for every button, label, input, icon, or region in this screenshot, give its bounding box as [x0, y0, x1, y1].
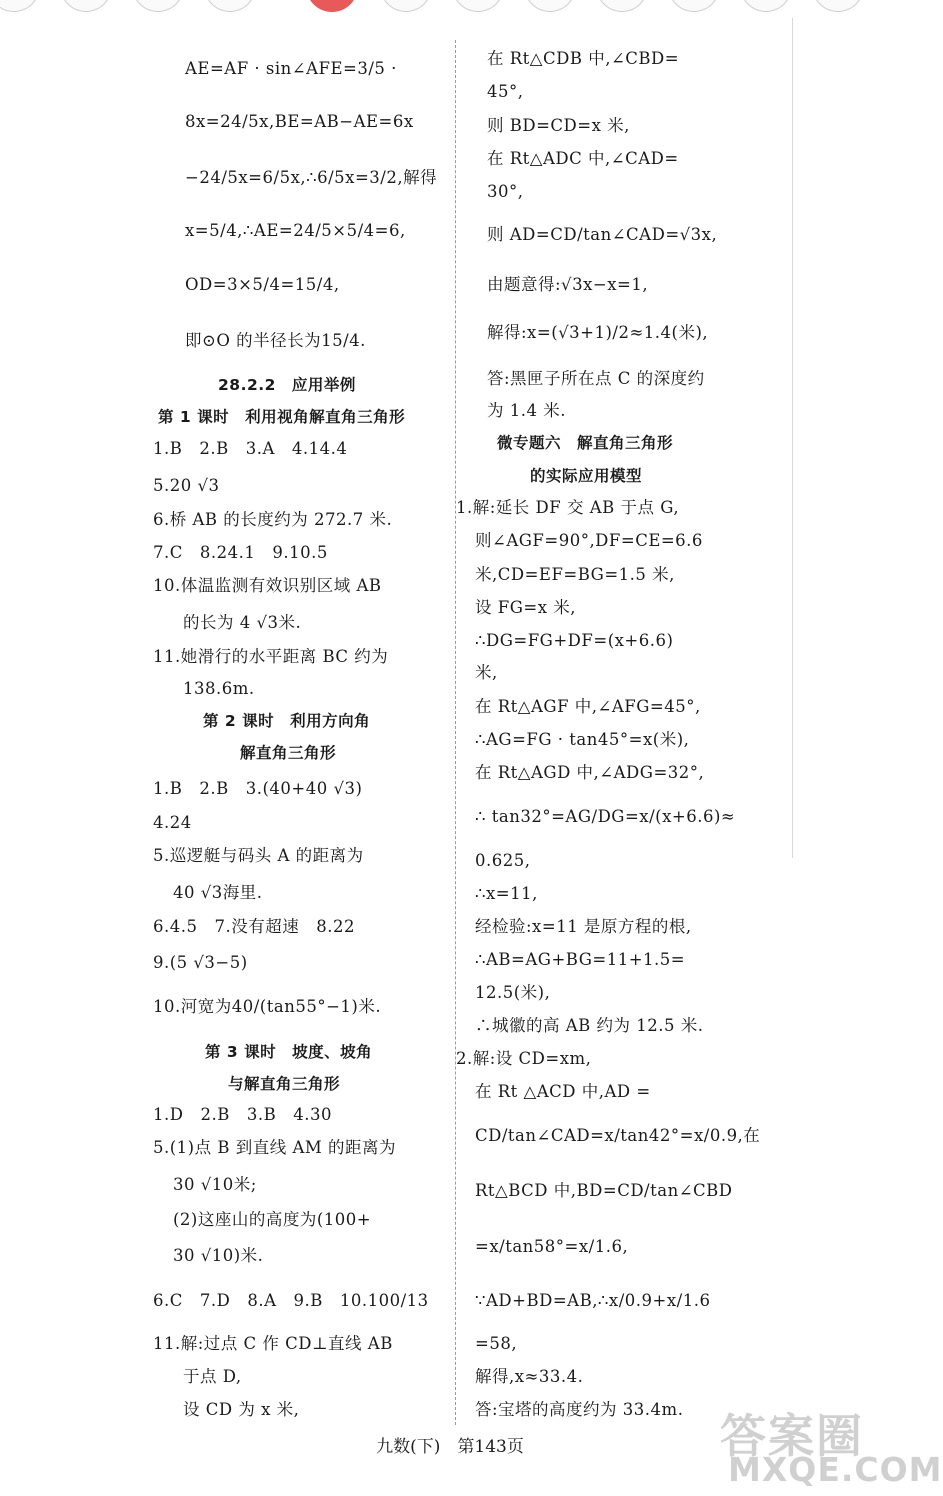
text-line: 在 Rt△ADC 中,∠CAD=	[487, 149, 679, 168]
text-line: 解得,x≈33.4.	[475, 1367, 584, 1386]
tab-dot[interactable]	[596, 0, 648, 12]
tab-dot-active[interactable]	[306, 0, 358, 12]
text-line: OD=3×5/4=15/4,	[185, 275, 340, 294]
text-line: ∴DG=FG+DF=(x+6.6)	[475, 631, 674, 650]
answer-line: 5.巡逻艇与码头 A 的距离为	[153, 846, 364, 865]
answer-line: (2)这座山的高度为(100+	[173, 1210, 372, 1229]
text-line: 米,CD=EF=BG=1.5 米,	[475, 565, 675, 584]
answer-line: 1.B 2.B 3.A 4.14.4	[153, 439, 348, 458]
lesson-heading: 解直角三角形	[240, 744, 337, 762]
answer-line: 1.B 2.B 3.(40+40 √3)	[153, 779, 363, 798]
answer-line: 11.她滑行的水平距离 BC 约为	[153, 647, 389, 666]
watermark-logo	[720, 1400, 943, 1492]
text-line: 则 BD=CD=x 米,	[487, 116, 630, 135]
text-line: =x/tan58°=x/1.6,	[475, 1237, 629, 1256]
text-line: CD/tan∠CAD=x/tan42°=x/0.9,在	[475, 1126, 761, 1145]
watermark-text: 答案圈	[720, 1409, 864, 1463]
text-line: ∵AD+BD=AB,∴x/0.9+x/1.6	[475, 1291, 711, 1310]
text-line: Rt△BCD 中,BD=CD/tan∠CBD	[475, 1181, 733, 1200]
text-line: 答:黑匣子所在点 C 的深度约	[487, 369, 705, 388]
lesson-heading: 第 3 课时 坡度、坡角	[205, 1043, 373, 1061]
watermark-url: MXQE.COM	[728, 1450, 943, 1489]
text-line: ∴ tan32°=AG/DG=x/(x+6.6)≈	[475, 807, 736, 826]
column-divider	[455, 40, 456, 1425]
answer-line: 于点 D,	[183, 1367, 242, 1386]
text-line: 2.解:设 CD=xm,	[456, 1049, 592, 1068]
answer-line: 10.体温监测有效识别区域 AB	[153, 576, 382, 595]
answer-line: 7.C 8.24.1 9.10.5	[153, 543, 328, 562]
text-line: 由题意得:√3x−x=1,	[487, 275, 649, 294]
text-line: 在 Rt△AGD 中,∠ADG=32°,	[475, 763, 705, 782]
text-line: 在 Rt△AGF 中,∠AFG=45°,	[475, 697, 701, 716]
text-line: 12.5(米),	[475, 983, 551, 1002]
text-line: 30°,	[487, 182, 524, 201]
answer-line: 1.D 2.B 3.B 4.30	[153, 1105, 332, 1124]
answer-line: 9.(5 √3−5)	[153, 953, 248, 972]
text-line: 解得:x=(√3+1)/2≈1.4(米),	[487, 323, 709, 342]
answer-line: 30 √10)米.	[173, 1246, 264, 1265]
lesson-heading: 与解直角三角形	[228, 1075, 341, 1093]
answer-line: 6.4.5 7.没有超速 8.22	[153, 917, 355, 936]
text-line: 在 Rt△CDB 中,∠CBD=	[487, 49, 680, 68]
text-line: ∴x=11,	[475, 884, 538, 903]
text-line: AE=AF · sin∠AFE=3/5 ·	[185, 59, 397, 78]
text-line: −24/5x=6/5x,∴6/5x=3/2,解得	[185, 168, 438, 187]
tab-dot[interactable]	[740, 0, 792, 12]
text-line: ∴AG=FG · tan45°=x(米),	[475, 730, 690, 749]
text-line: 经检验:x=11 是原方程的根,	[475, 917, 692, 936]
section-heading: 28.2.2 应用举例	[218, 376, 356, 394]
tab-dot[interactable]	[60, 0, 112, 12]
answer-line: 5.20 √3	[153, 476, 220, 495]
text-line: ∴城徽的高 AB 约为 12.5 米.	[475, 1016, 704, 1035]
tab-dot[interactable]	[452, 0, 504, 12]
text-line: 则 AD=CD/tan∠CAD=√3x,	[487, 225, 718, 244]
answer-line: 6.C 7.D 8.A 9.B 10.100/13	[153, 1291, 429, 1310]
text-line: x=5/4,∴AE=24/5×5/4=6,	[185, 221, 406, 240]
text-line: 为 1.4 米.	[487, 401, 566, 420]
text-line: 0.625,	[475, 851, 531, 870]
section-heading: 的实际应用模型	[530, 467, 643, 485]
text-line: 则∠AGF=90°,DF=CE=6.6	[475, 531, 703, 550]
text-line: 即⊙O 的半径长为15/4.	[185, 331, 366, 350]
page-footer: 九数(下) 第143页	[376, 1437, 524, 1457]
tab-dot[interactable]	[812, 0, 864, 12]
top-tab-strip	[0, 0, 900, 14]
answer-line: 11.解:过点 C 作 CD⊥直线 AB	[153, 1334, 393, 1353]
answer-line: 30 √10米;	[173, 1175, 257, 1194]
text-line: 8x=24/5x,BE=AB−AE=6x	[185, 112, 414, 131]
tab-dot[interactable]	[132, 0, 184, 12]
answer-line: 5.(1)点 B 到直线 AM 的距离为	[153, 1138, 397, 1157]
answer-line: 10.河宽为40/(tan55°−1)米.	[153, 997, 382, 1016]
answer-line: 设 CD 为 x 米,	[183, 1400, 300, 1419]
answer-line: 的长为 4 √3米.	[183, 613, 302, 632]
tab-dot[interactable]	[380, 0, 432, 12]
answer-line: 138.6m.	[183, 679, 255, 698]
text-line: 45°,	[487, 82, 524, 101]
text-line: ∴AB=AG+BG=11+1.5=	[475, 950, 686, 969]
text-line: 在 Rt △ACD 中,AD =	[475, 1082, 651, 1101]
tab-dot[interactable]	[204, 0, 256, 12]
answer-line: 4.24	[153, 813, 192, 832]
answer-line: 6.桥 AB 的长度约为 272.7 米.	[153, 510, 393, 529]
text-line: 1.解:延长 DF 交 AB 于点 G,	[456, 498, 680, 517]
page-edge-line	[792, 18, 793, 858]
text-line: 设 FG=x 米,	[475, 598, 576, 617]
text-line: =58,	[475, 1334, 518, 1353]
text-line: 米,	[475, 663, 498, 682]
lesson-heading: 第 1 课时 利用视角解直角三角形	[158, 408, 406, 426]
lesson-heading: 第 2 课时 利用方向角	[203, 712, 371, 730]
answer-line: 40 √3海里.	[173, 883, 263, 902]
tab-dot[interactable]	[0, 0, 40, 12]
section-heading: 微专题六 解直角三角形	[497, 434, 674, 452]
text-line: 答:宝塔的高度约为 33.4m.	[475, 1400, 684, 1419]
tab-dot[interactable]	[668, 0, 720, 12]
tab-dot[interactable]	[524, 0, 576, 12]
